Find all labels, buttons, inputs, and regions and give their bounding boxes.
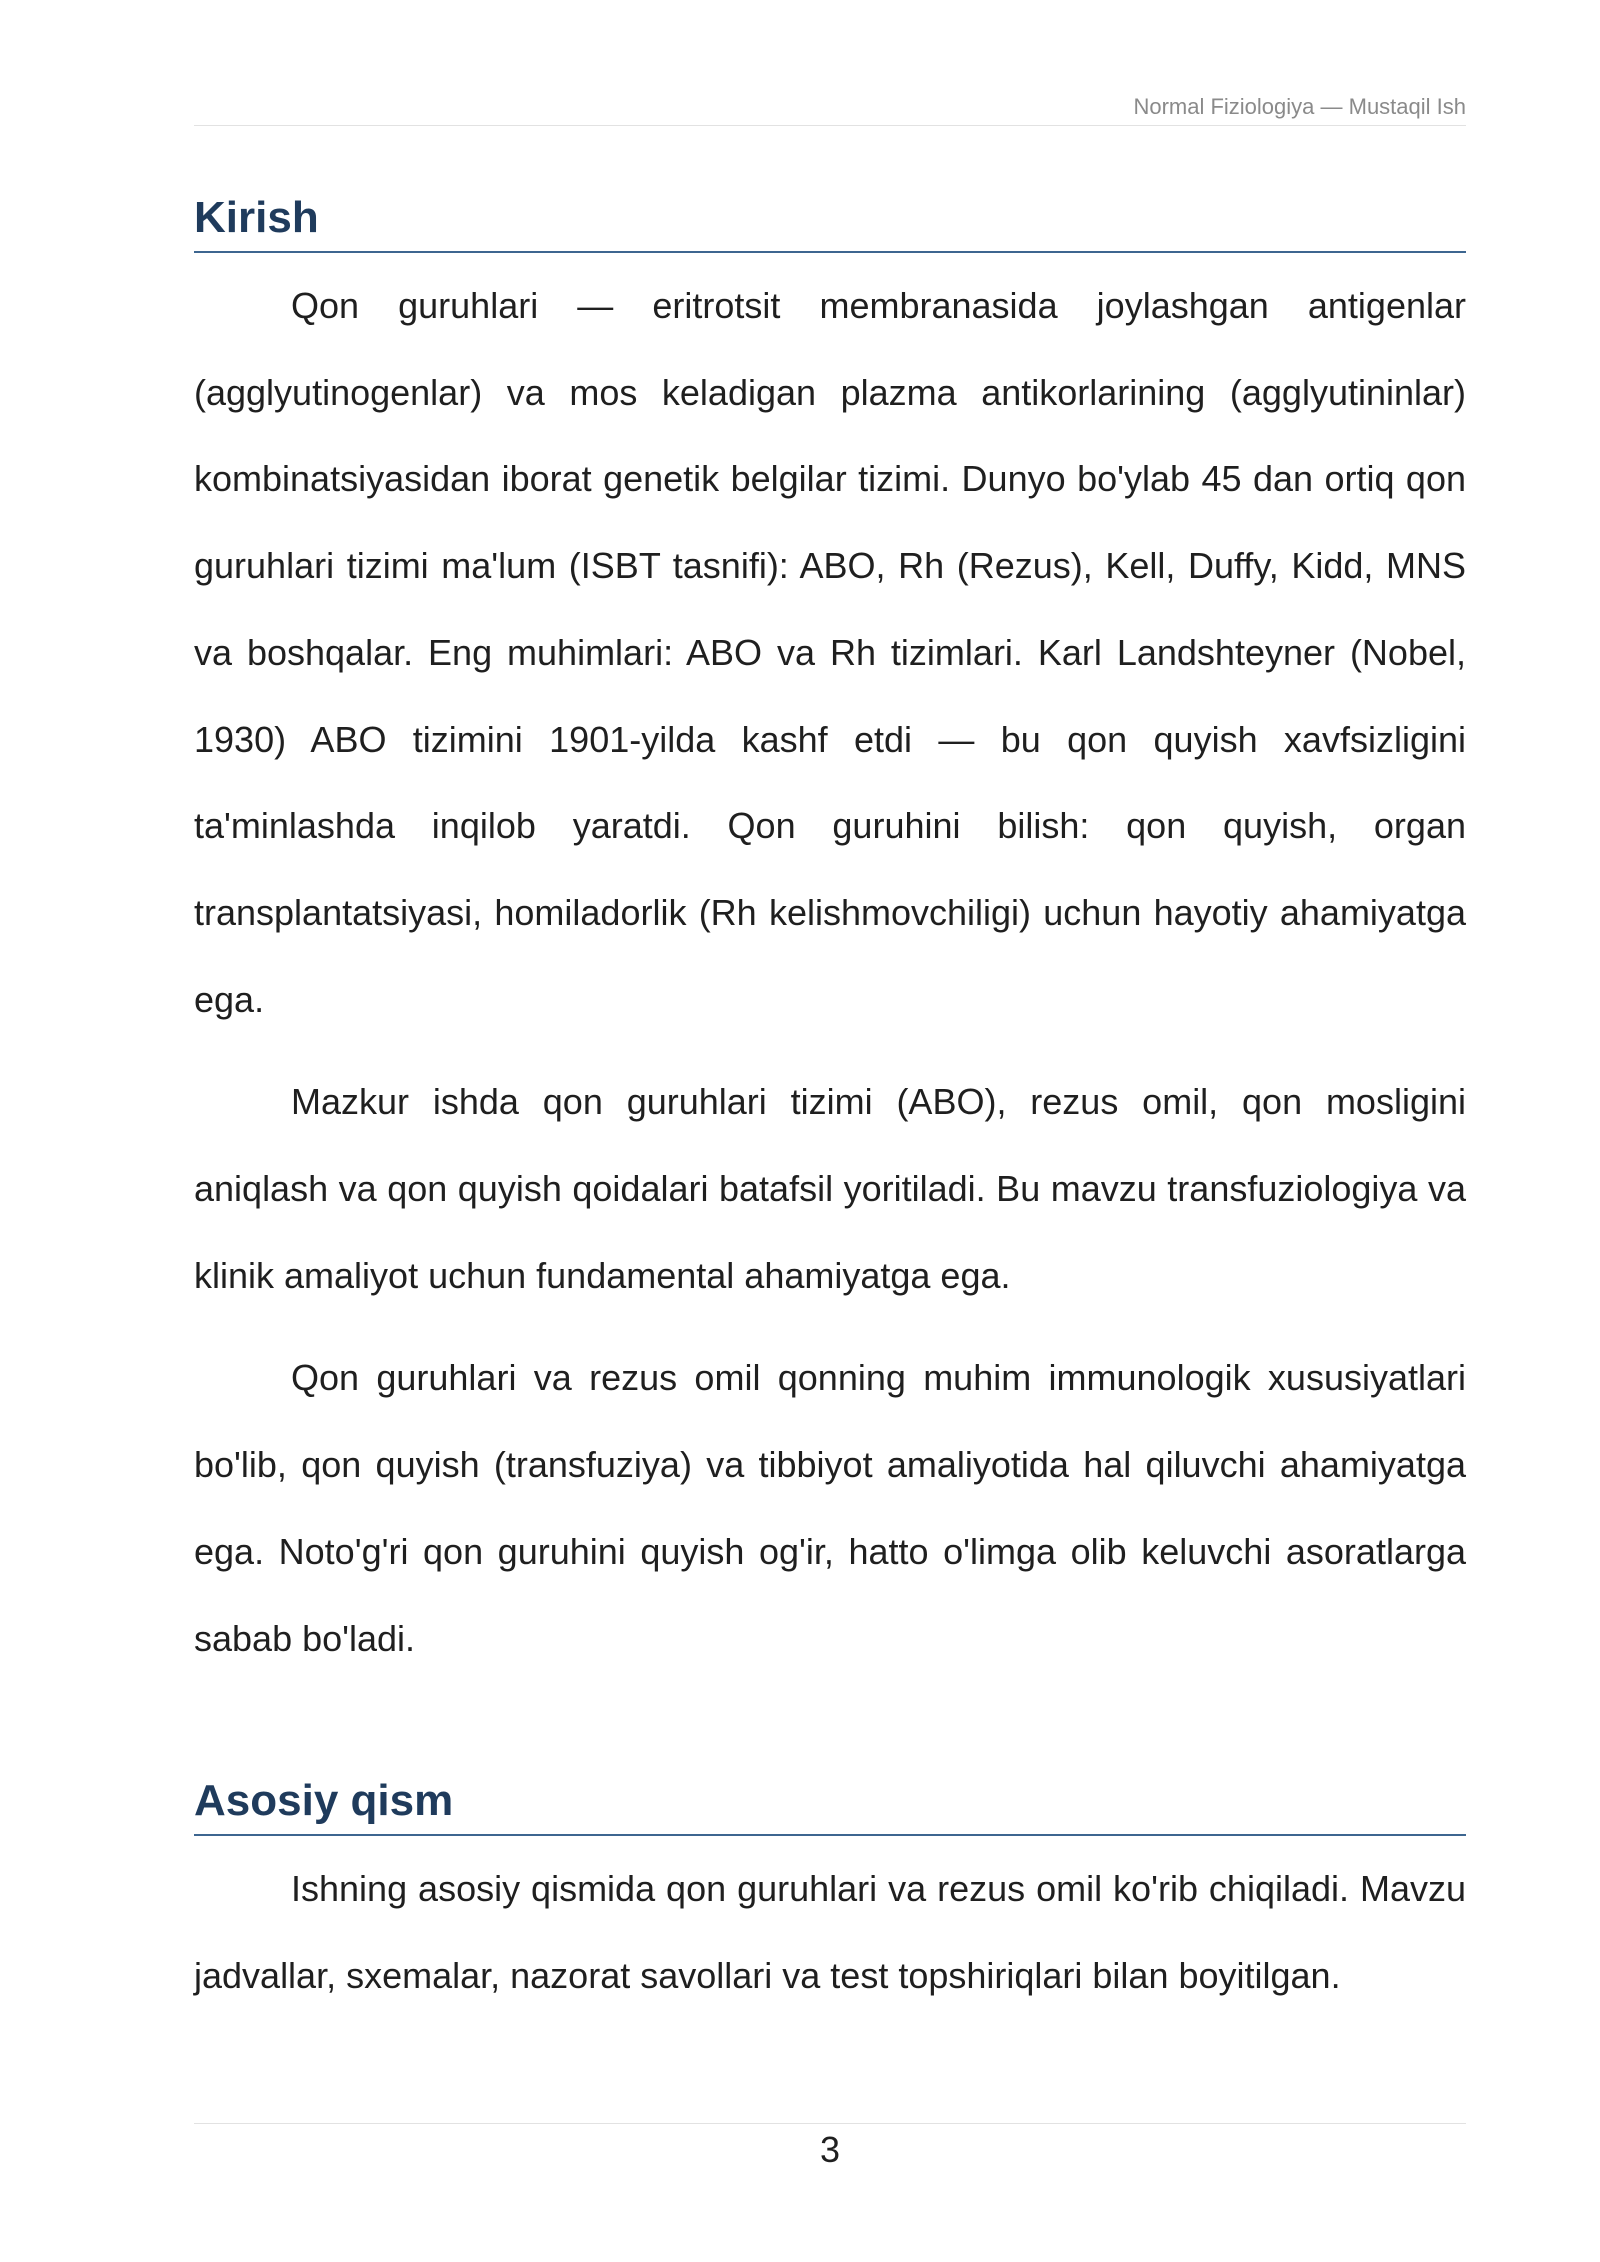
page-number: 3 (819, 2129, 841, 2170)
section-heading-kirish: Kirish (194, 185, 1466, 253)
page-content (194, 185, 1466, 2020)
running-header: Normal Fiziologiya — Mustaqil Ish (1133, 94, 1466, 119)
footer-divider (194, 2123, 1466, 2124)
paragraph-intro-2: Mazkur ishda qon guruhlari tizimi (ABO), rezus omil, qon mosligini aniqlash va qon quyish qoidalari batafsil yoritiladi. Bu mavzu transfuziologiya va klinik amaliyot uchun fundamental ahamiyatga ega. (194, 1081, 1466, 1296)
header-divider (194, 125, 1466, 126)
section-heading-asosiy-qism: Asosiy qism (194, 1768, 1466, 1836)
paragraph-intro-3: Qon guruhlari va rezus omil qonning muhim immunologik xususiyatlari bo'lib, qon quyish (transfuziya) va tibbiyot amaliyotida hal qiluvchi ahamiyatga ega. Noto'g'ri qon guruhini quyish og'ir, hatto o'limga olib keluvchi asoratlarga sabab bo'ladi. (194, 1357, 1466, 1659)
paragraph-main-1: Ishning asosiy qismida qon guruhlari va rezus omil ko'rib chiqiladi. Mavzu jadvallar, sxemalar, nazorat savollari va test topshiriqlari bilan boyitilgan. (194, 1868, 1466, 1996)
paragraph-intro-1: Qon guruhlari — eritrotsit membranasida joylashgan antigenlar (agglyutinogenlar) va mos keladigan plazma antikorlarining (agglyutininlar) kombinatsiyasidan iborat genetik belgilar tizimi. Dunyo bo'ylab 45 dan ortiq qon guruhlari tizimi ma'lum (ISBT tasnifi): ABO, Rh (Rezus), Kell, Duffy, Kidd, MNS va boshqalar. Eng muhimlari: ABO va Rh tizimlari. Karl Landshteyner (Nobel, 1930) ABO tizimini 1901-yilda kashf etdi — bu qon quyish xavfsizligini ta'minlashda inqilob yaratdi. Qon guruhini bilish: qon quyish, organ transplantatsiyasi, homiladorlik (Rh kelishmovchiligi) uchun hayotiy ahamiyatga ega. (194, 285, 1466, 1020)
